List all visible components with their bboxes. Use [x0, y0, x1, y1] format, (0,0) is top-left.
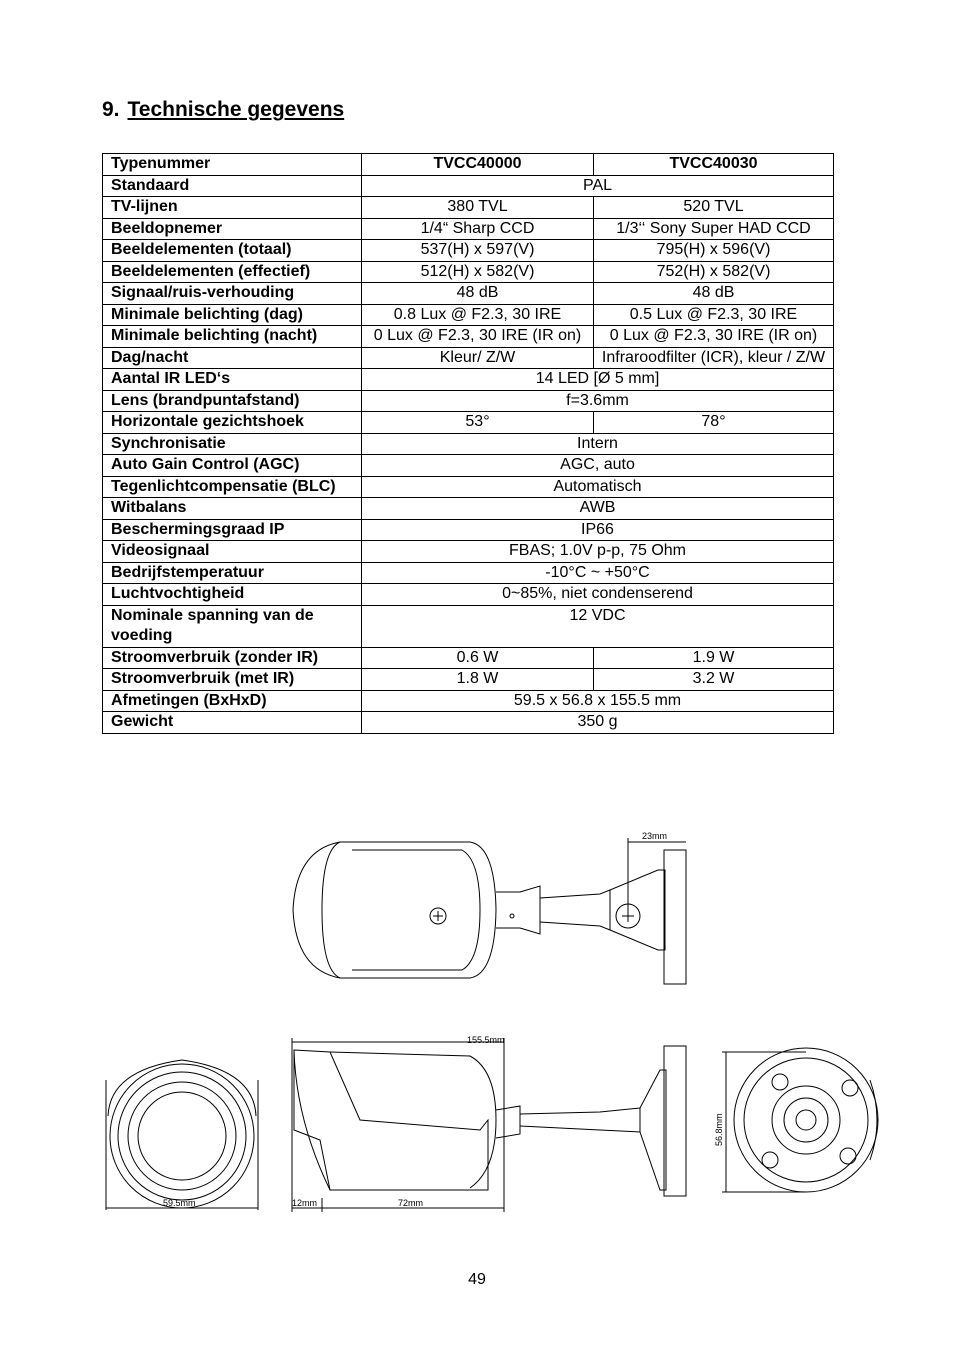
dim-height-label: 56.8mm — [714, 1113, 724, 1146]
table-row — [103, 498, 834, 520]
row-value-shared: -10°C ~ +50°C — [362, 562, 834, 584]
table-row — [103, 605, 834, 647]
row-label: Tegenlichtcompensatie (BLC) — [103, 476, 362, 498]
row-label: Auto Gain Control (AGC) — [103, 455, 362, 477]
page-number: 49 — [468, 1271, 486, 1288]
row-value-model-2: 520 TVL — [594, 197, 834, 219]
row-value-model-1: 53° — [362, 412, 594, 434]
row-value-model-2: 752(H) x 582(V) — [594, 261, 834, 283]
table-row — [103, 541, 834, 563]
camera-side-view — [292, 1038, 686, 1212]
row-label: Minimale belichting (nacht) — [103, 326, 362, 348]
row-label: Stroomverbruik (zonder IR) — [103, 647, 362, 669]
row-label: Horizontale gezichtshoek — [103, 412, 362, 434]
row-value-model-1: Kleur/ Z/W — [362, 347, 594, 369]
row-value-model-1: 48 dB — [362, 283, 594, 305]
section-heading — [102, 98, 344, 122]
row-label: Beeldopnemer — [103, 218, 362, 240]
table-row — [103, 240, 834, 262]
row-label: Beeldelementen (effectief) — [103, 261, 362, 283]
spec-table — [102, 153, 834, 734]
camera-front-view — [106, 1060, 258, 1210]
row-value-model-1: 512(H) x 582(V) — [362, 261, 594, 283]
table-row — [103, 390, 834, 412]
row-value-shared: IP66 — [362, 519, 834, 541]
row-label: Videosignaal — [103, 541, 362, 563]
table-row — [103, 562, 834, 584]
table-row — [103, 690, 834, 712]
table-header-row — [103, 154, 834, 176]
row-value-model-2: 78° — [594, 412, 834, 434]
dim-bracket-label: 23mm — [642, 831, 668, 841]
camera-drawings-svg — [0, 820, 954, 1220]
dim-length-label: 155.5mm — [467, 1035, 505, 1045]
row-value-model-2: 795(H) x 596(V) — [594, 240, 834, 262]
row-label: Lens (brandpuntafstand) — [103, 390, 362, 412]
row-value-model-2: 0 Lux @ F2.3, 30 IRE (IR on) — [594, 326, 834, 348]
row-label: Aantal IR LED‘s — [103, 369, 362, 391]
row-label: Bedrijfstemperatuur — [103, 562, 362, 584]
row-value-model-1: 0 Lux @ F2.3, 30 IRE (IR on) — [362, 326, 594, 348]
table-row — [103, 412, 834, 434]
row-value-model-1: 0.6 W — [362, 647, 594, 669]
table-row — [103, 519, 834, 541]
row-label: Stroomverbruik (met IR) — [103, 669, 362, 691]
table-row — [103, 347, 834, 369]
row-value-shared: 0~85%, niet condenserend — [362, 584, 834, 606]
table-row — [103, 218, 834, 240]
row-value-model-2: 48 dB — [594, 283, 834, 305]
row-label: Witbalans — [103, 498, 362, 520]
table-row — [103, 261, 834, 283]
dim-front-width-label: 59.5mm — [163, 1198, 196, 1208]
row-value-shared: 59.5 x 56.8 x 155.5 mm — [362, 690, 834, 712]
dim-hood-label: 12mm — [292, 1198, 318, 1208]
section-title: Technische gegevens — [127, 98, 345, 121]
table-row — [103, 433, 834, 455]
row-value-model-1: 1.8 W — [362, 669, 594, 691]
table-row — [103, 669, 834, 691]
table-row — [103, 712, 834, 734]
row-value-shared: f=3.6mm — [362, 390, 834, 412]
row-value-model-2: 1/3‘‘ Sony Super HAD CCD — [594, 218, 834, 240]
table-row — [103, 304, 834, 326]
table-row — [103, 283, 834, 305]
row-label: Beeldelementen (totaal) — [103, 240, 362, 262]
table-row — [103, 476, 834, 498]
row-label: Nominale spanning van de voeding — [103, 605, 362, 647]
row-value-shared: FBAS; 1.0V p-p, 75 Ohm — [362, 541, 834, 563]
row-label: Dag/nacht — [103, 347, 362, 369]
table-row — [103, 647, 834, 669]
row-label: Synchronisatie — [103, 433, 362, 455]
table-row — [103, 584, 834, 606]
row-value-model-1: 1/4“ Sharp CCD — [362, 218, 594, 240]
row-label: Gewicht — [103, 712, 362, 734]
row-label: Signaal/ruis-verhouding — [103, 283, 362, 305]
camera-top-view — [293, 838, 686, 984]
row-value-model-2: 3.2 W — [594, 669, 834, 691]
table-row — [103, 369, 834, 391]
section-number: 9. — [102, 98, 120, 121]
header-label: Typenummer — [103, 154, 362, 176]
row-label: Minimale belichting (dag) — [103, 304, 362, 326]
row-value-shared: 12 VDC — [362, 605, 834, 647]
row-value-shared: PAL — [362, 175, 834, 197]
header-model-1: TVCC40000 — [362, 154, 594, 176]
row-value-shared: 14 LED [Ø 5 mm] — [362, 369, 834, 391]
table-row — [103, 326, 834, 348]
row-label: Standaard — [103, 175, 362, 197]
row-value-model-1: 380 TVL — [362, 197, 594, 219]
row-value-model-2: Infraroodfilter (ICR), kleur / Z/W — [594, 347, 834, 369]
row-label: Afmetingen (BxHxD) — [103, 690, 362, 712]
row-value-shared: AGC, auto — [362, 455, 834, 477]
row-label: Luchtvochtigheid — [103, 584, 362, 606]
table-row — [103, 455, 834, 477]
dim-body-label: 72mm — [398, 1198, 424, 1208]
row-label: TV-lijnen — [103, 197, 362, 219]
row-value-model-1: 537(H) x 597(V) — [362, 240, 594, 262]
row-value-shared: AWB — [362, 498, 834, 520]
row-label: Beschermingsgraad IP — [103, 519, 362, 541]
row-value-shared: 350 g — [362, 712, 834, 734]
camera-rear-view — [722, 1048, 878, 1192]
row-value-shared: Intern — [362, 433, 834, 455]
row-value-shared: Automatisch — [362, 476, 834, 498]
camera-drawings — [0, 820, 954, 1220]
table-row — [103, 175, 834, 197]
row-value-model-2: 0.5 Lux @ F2.3, 30 IRE — [594, 304, 834, 326]
row-value-model-1: 0.8 Lux @ F2.3, 30 IRE — [362, 304, 594, 326]
table-row — [103, 197, 834, 219]
row-value-model-2: 1.9 W — [594, 647, 834, 669]
header-model-2: TVCC40030 — [594, 154, 834, 176]
spec-table-body — [103, 154, 834, 734]
